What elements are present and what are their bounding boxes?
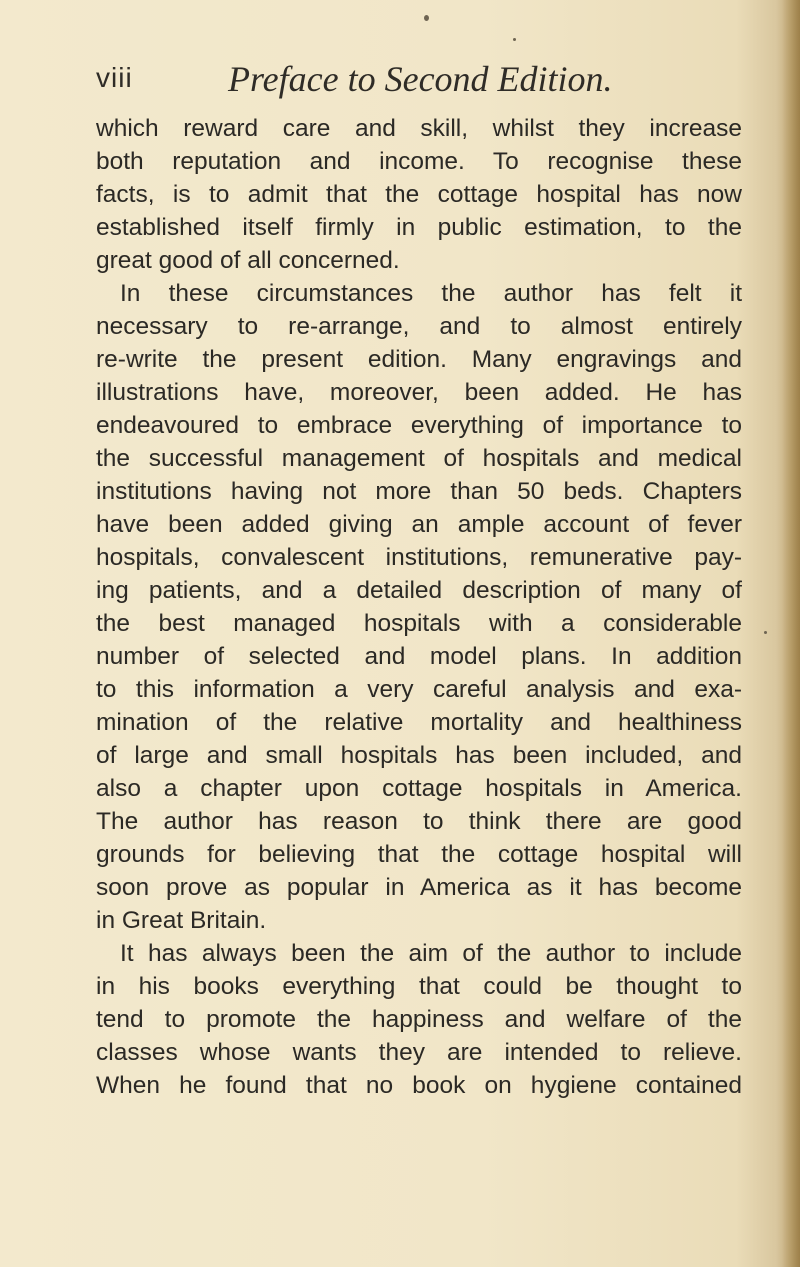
text-line: The author has reason to think there are good — [96, 808, 742, 835]
text-line: endeavoured to embrace everything of importance to — [96, 412, 742, 439]
text-line: facts, is to admit that the cottage hospital has now — [96, 181, 742, 208]
text-line: In these circumstances the author has felt it — [120, 280, 742, 307]
text-line: have been added giving an ample account of fever — [96, 511, 742, 538]
text-line: established itself firmly in public estimation, to the — [96, 214, 742, 241]
text-line: classes whose wants they are intended to relieve. — [96, 1039, 742, 1066]
text-line: mination of the relative mortality and healthiness — [96, 709, 742, 736]
text-line: which reward care and skill, whilst they increase — [96, 115, 742, 142]
text-line: both reputation and income. To recognise these — [96, 148, 742, 175]
text-line: also a chapter upon cottage hospitals in America. — [96, 775, 742, 802]
text-line: institutions having not more than 50 beds. Chapters — [96, 478, 742, 505]
text-line: tend to promote the happiness and welfare of the — [96, 1006, 742, 1033]
page-header — [96, 58, 716, 106]
page-number: viii — [96, 62, 133, 93]
text-line: soon prove as popular in America as it has become — [96, 874, 742, 901]
ink-speck — [513, 38, 516, 41]
text-line: in his books everything that could be thought to — [96, 973, 742, 1000]
text-line: When he found that no book on hygiene contained — [96, 1072, 742, 1099]
text-line: ing patients, and a detailed description of many of — [96, 577, 742, 604]
ink-speck — [424, 15, 429, 21]
text-line: necessary to re-arrange, and to almost entirely — [96, 313, 742, 340]
text-line: hospitals, convalescent institutions, remunerative pay- — [96, 544, 742, 571]
text-line: of large and small hospitals has been included, and — [96, 742, 742, 769]
ink-speck — [764, 631, 767, 634]
text-line: the successful management of hospitals and medical — [96, 445, 742, 472]
text-line: number of selected and model plans. In addition — [96, 643, 742, 670]
text-line: illustrations have, moreover, been added. He has — [96, 379, 742, 406]
running-head: Preface to Second Edition. — [228, 59, 613, 99]
text-line: to this information a very careful analysis and exa- — [96, 676, 742, 703]
body-text — [96, 112, 742, 1102]
page-edge-shadow — [782, 0, 800, 1267]
text-line: grounds for believing that the cottage hospital will — [96, 841, 742, 868]
text-line: the best managed hospitals with a considerable — [96, 610, 742, 637]
text-line: in Great Britain. — [96, 907, 267, 934]
text-line: great good of all concerned. — [96, 247, 400, 274]
text-line: It has always been the aim of the author to include — [120, 940, 742, 967]
text-line: re-write the present edition. Many engravings and — [96, 346, 742, 373]
